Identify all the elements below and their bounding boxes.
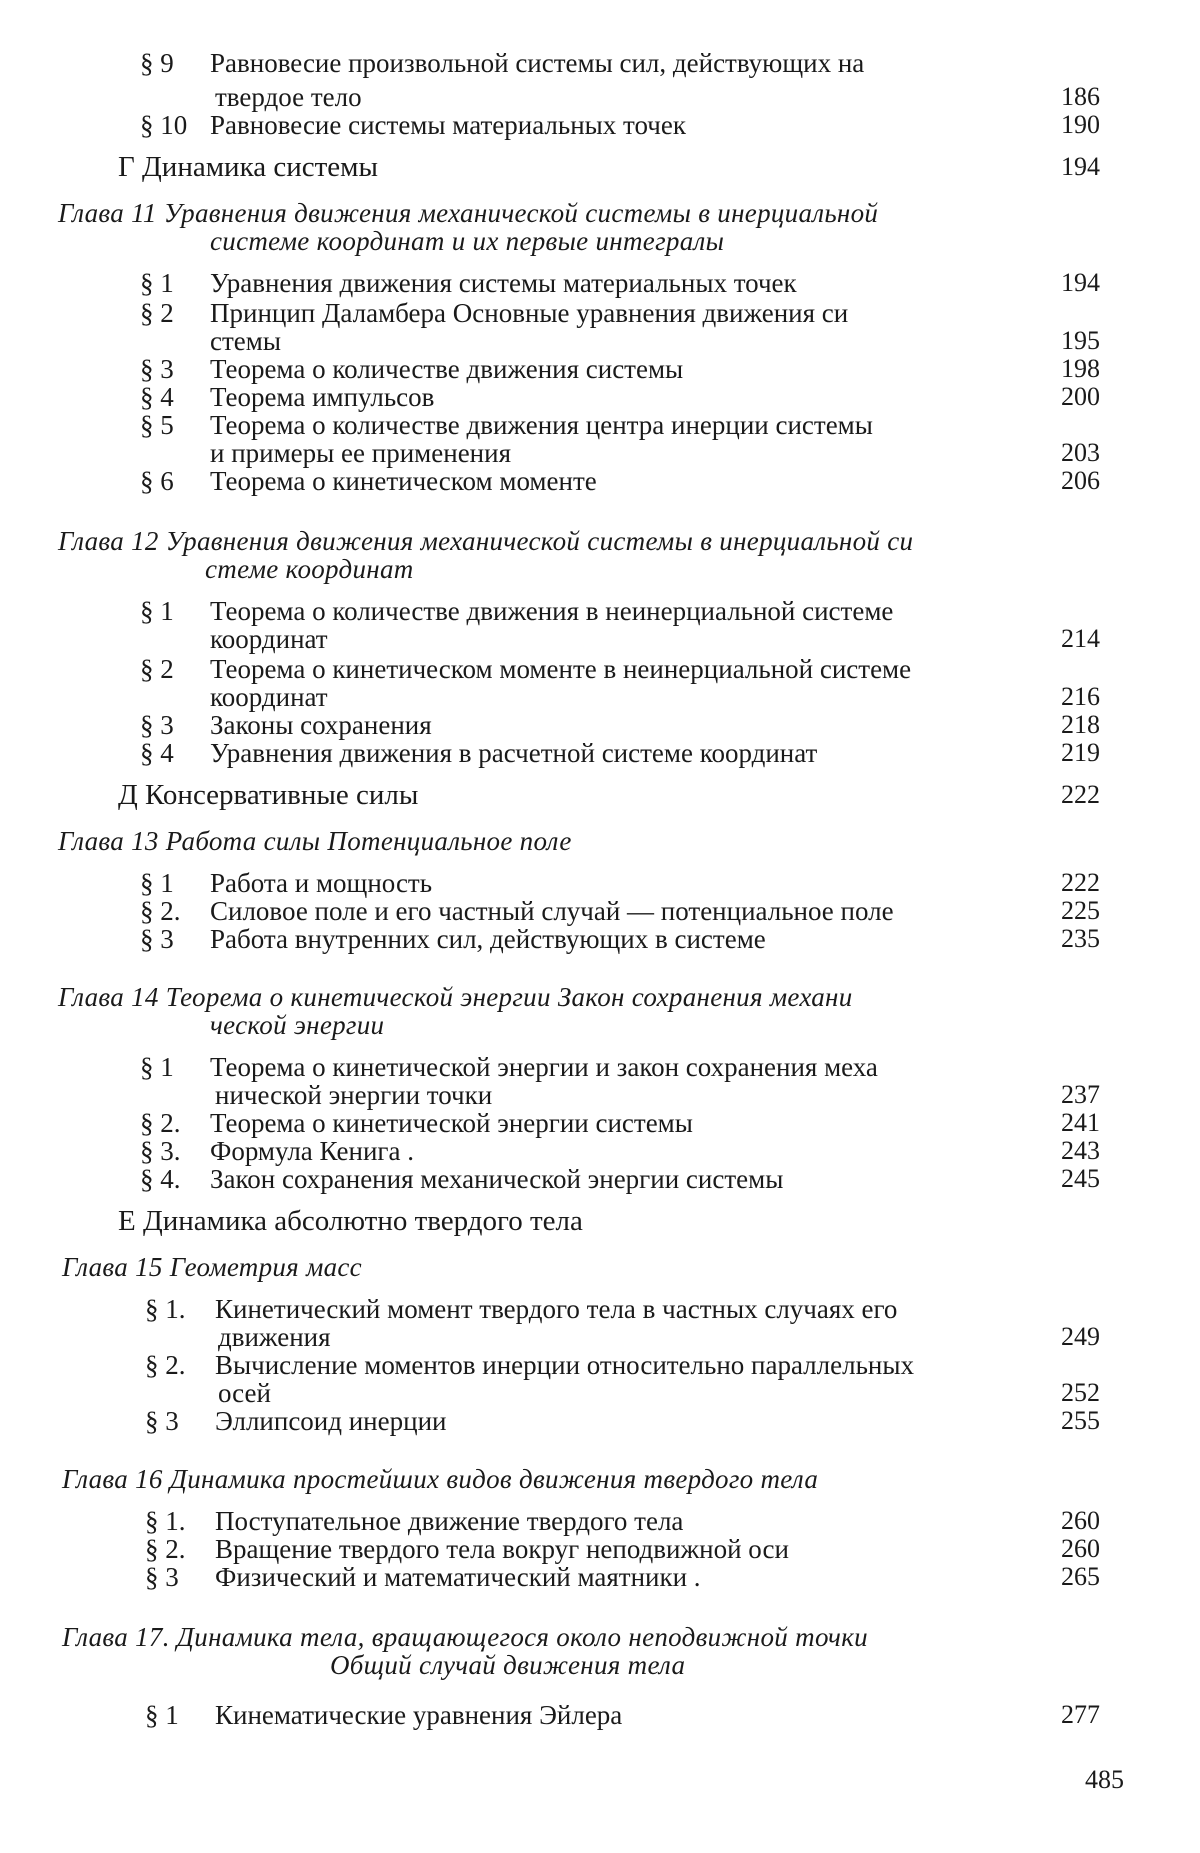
toc-entry	[140, 924, 766, 954]
page-ref: 190	[1061, 110, 1100, 139]
chapter-heading-cont: Общий случай движения тела	[330, 1650, 686, 1680]
chapter-heading: Глава 15 Геометрия масс	[62, 1252, 362, 1282]
paragraph-number: § 1	[140, 268, 174, 298]
paragraph-number: § 4.	[140, 1164, 181, 1194]
page-ref: 216	[1061, 682, 1100, 711]
toc-entry	[140, 868, 432, 898]
chapter-heading: Глава 11 Уравнения движения механической системы в инерциальной	[58, 198, 879, 228]
paragraph-number: § 3	[140, 710, 174, 740]
paragraph-number: § 3.	[140, 1136, 181, 1166]
page-ref: 194	[1061, 152, 1100, 181]
page-ref: 195	[1061, 326, 1100, 355]
toc-entry	[145, 1700, 622, 1730]
paragraph-number: § 3	[145, 1562, 179, 1592]
part-heading: Г Динамика системы	[118, 151, 378, 183]
chapter-heading-cont: стеме координат	[205, 554, 414, 584]
paragraph-number: § 5	[140, 410, 174, 440]
entry-title: Теорема о количестве движения системы	[210, 354, 684, 384]
part-heading: Е Динамика абсолютно твердого тела	[118, 1205, 583, 1237]
paragraph-number: § 1.	[145, 1506, 186, 1536]
paragraph-number: § 1	[140, 596, 174, 626]
page-ref: 241	[1061, 1108, 1100, 1137]
entry-title: Уравнения движения системы материальных точек	[210, 268, 797, 298]
entry-title: Теорема о количестве движения центра инерции системы	[210, 410, 873, 440]
entry-title-cont: твердое тело	[215, 82, 362, 112]
entry-title: Вычисление моментов инерции относительно параллельных	[215, 1350, 914, 1380]
chapter-heading-cont: системе координат и их первые интегралы	[210, 226, 725, 256]
paragraph-number: § 3	[140, 924, 174, 954]
part-heading: Д Консервативные силы	[118, 779, 419, 811]
paragraph-number: § 2.	[145, 1534, 186, 1564]
paragraph-number: § 1	[140, 1052, 174, 1082]
page-ref: 194	[1061, 268, 1100, 297]
paragraph-number: § 2.	[140, 896, 181, 926]
page-ref: 206	[1061, 466, 1100, 495]
entry-title: Теорема импульсов	[210, 382, 435, 412]
paragraph-number: § 2	[140, 298, 174, 328]
toc-entry	[140, 896, 894, 926]
toc-entry	[145, 1294, 897, 1324]
entry-title: Работа и мощность	[210, 868, 433, 898]
paragraph-number: § 2.	[145, 1350, 186, 1380]
chapter-heading: Глава 17. Динамика тела, вращающегося около неподвижной точки	[62, 1622, 868, 1652]
entry-title: Силовое поле и его частный случай — потенциальное поле	[210, 896, 894, 926]
toc-entry	[140, 1136, 414, 1166]
entry-title: Уравнения движения в расчетной системе координат	[210, 738, 818, 768]
page-ref: 277	[1061, 1700, 1100, 1729]
entry-title: Вращение твердого тела вокруг неподвижной оси	[215, 1534, 789, 1564]
page-ref: 186	[1061, 82, 1100, 111]
page-ref: 249	[1061, 1322, 1100, 1351]
entry-title: Теорема о кинетическом моменте	[210, 466, 597, 496]
chapter-heading-cont: ческой энергии	[210, 1010, 385, 1040]
toc-entry	[140, 1164, 783, 1194]
toc-entry	[140, 354, 683, 384]
page-ref: 200	[1061, 382, 1100, 411]
entry-title: Теорема о кинетическом моменте в неинерциальной системе	[210, 654, 912, 684]
chapter-heading: Глава 14 Теорема о кинетической энергии Закон сохранения механи	[58, 982, 853, 1012]
page-ref: 198	[1061, 354, 1100, 383]
entry-title: Работа внутренних сил, действующих в системе	[210, 924, 766, 954]
toc-entry	[140, 410, 873, 440]
toc-entry	[145, 1350, 914, 1380]
toc-entry	[145, 1406, 446, 1436]
paragraph-number: § 3	[145, 1406, 179, 1436]
paragraph-number: § 1.	[145, 1294, 186, 1324]
page-ref: 222	[1061, 780, 1100, 809]
entry-title: Формула Кенига .	[210, 1136, 414, 1166]
entry-title-cont: координат	[210, 624, 328, 654]
toc-entry	[140, 710, 432, 740]
toc-entry	[140, 382, 434, 412]
toc-entry	[145, 1562, 701, 1592]
entry-title: Закон сохранения механической энергии системы	[210, 1164, 784, 1194]
entry-title-cont: нической энергии точки	[215, 1080, 493, 1110]
toc-entry	[140, 268, 797, 298]
entry-title: Теорема о кинетической энергии системы	[210, 1108, 693, 1138]
toc-entry	[145, 1506, 683, 1536]
toc-entry	[140, 654, 911, 684]
page-ref: 235	[1061, 924, 1100, 953]
entry-title-cont: осей	[218, 1378, 271, 1408]
page-ref: 260	[1061, 1534, 1100, 1563]
paragraph-number: § 4	[140, 738, 174, 768]
page-ref: 260	[1061, 1506, 1100, 1535]
entry-title: Законы сохранения	[210, 710, 432, 740]
page-ref: 225	[1061, 896, 1100, 925]
entry-title: Равновесие системы материальных точек	[210, 110, 686, 140]
paragraph-number: § 9	[140, 48, 174, 78]
paragraph-number: § 1	[140, 868, 174, 898]
entry-title: Поступательное движение твердого тела	[215, 1506, 684, 1536]
paragraph-number: § 4	[140, 382, 174, 412]
paragraph-number: § 1	[145, 1700, 179, 1730]
paragraph-number: § 6	[140, 466, 174, 496]
page-ref: 237	[1061, 1080, 1100, 1109]
entry-title: Теорема о кинетической энергии и закон сохранения меха	[210, 1052, 878, 1082]
page-ref: 203	[1061, 438, 1100, 467]
toc-entry	[140, 1052, 878, 1082]
paragraph-number: § 3	[140, 354, 174, 384]
toc-entry	[140, 298, 848, 328]
toc-entry	[140, 48, 864, 78]
chapter-heading: Глава 13 Работа силы Потенциальное поле	[58, 826, 572, 856]
page-ref: 243	[1061, 1136, 1100, 1165]
chapter-heading: Глава 16 Динамика простейших видов движения твердого тела	[62, 1464, 819, 1494]
page-ref: 222	[1061, 868, 1100, 897]
entry-title: Теорема о количестве движения в неинерциальной системе	[210, 596, 894, 626]
page-ref: 218	[1061, 710, 1100, 739]
paragraph-number: § 2	[140, 654, 174, 684]
page-ref: 252	[1061, 1378, 1100, 1407]
entry-title-cont: стемы	[210, 326, 281, 356]
chapter-heading: Глава 12 Уравнения движения механической системы в инерциальной си	[58, 526, 914, 556]
entry-title-cont: движения	[218, 1322, 331, 1352]
entry-title: Кинематические уравнения Эйлера	[215, 1700, 623, 1730]
paragraph-number: § 2.	[140, 1108, 181, 1138]
toc-entry	[140, 1108, 693, 1138]
entry-title: Эллипсоид инерции	[215, 1406, 447, 1436]
entry-title-cont: координат	[210, 682, 328, 712]
page-number: 485	[1085, 1765, 1124, 1794]
page-ref: 245	[1061, 1164, 1100, 1193]
toc-entry	[145, 1534, 789, 1564]
page-ref: 265	[1061, 1562, 1100, 1591]
paragraph-number: § 10	[140, 110, 188, 140]
entry-title: Кинетический момент твердого тела в частных случаях его	[215, 1294, 898, 1324]
page-ref: 255	[1061, 1406, 1100, 1435]
entry-title: Принцип Даламбера Основные уравнения движения си	[210, 298, 849, 328]
entry-title-cont: и примеры ее применения	[210, 438, 511, 468]
entry-title: Физический и математический маятники .	[215, 1562, 701, 1592]
toc-entry	[140, 110, 686, 140]
entry-title: Равновесие произвольной системы сил, действующих на	[210, 48, 865, 78]
toc-entry	[140, 596, 893, 626]
page-ref: 219	[1061, 738, 1100, 767]
toc-entry	[140, 738, 817, 768]
toc-entry	[140, 466, 597, 496]
page-ref: 214	[1061, 624, 1100, 653]
